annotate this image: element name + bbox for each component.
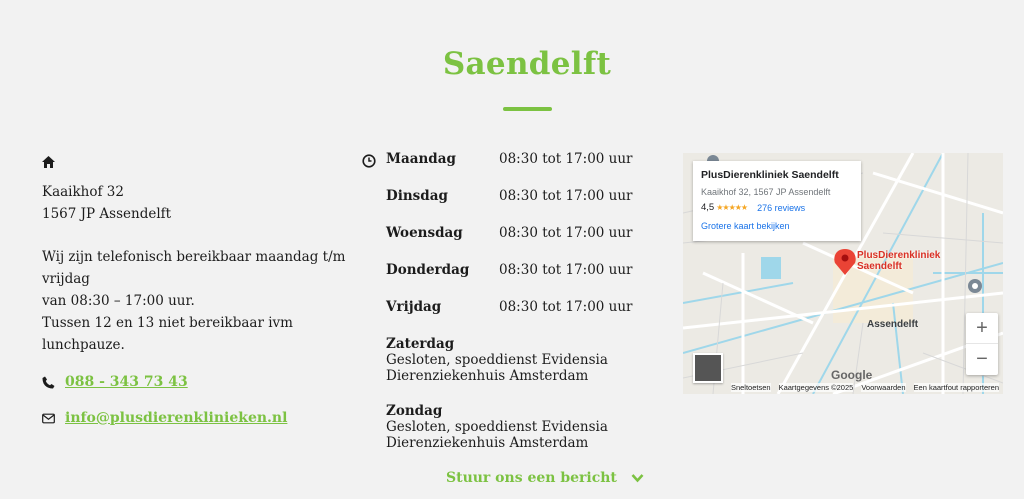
day-label: Zaterdag — [386, 336, 455, 352]
report-error-link[interactable]: Een kaartfout rapporteren — [913, 383, 999, 392]
zoom-out-button[interactable]: − — [976, 348, 988, 370]
address-street: Kaaikhof 32 — [42, 184, 124, 200]
send-message-toggle[interactable] — [446, 470, 644, 486]
title-underline — [503, 107, 552, 111]
pin-label-line: Saendelft — [857, 261, 903, 272]
reviews-link[interactable]: 276 reviews — [757, 202, 806, 213]
star-icon: ★★★★★ — [716, 203, 748, 212]
location-info — [42, 156, 362, 429]
map-footer — [683, 381, 1003, 394]
phone-note-line: Wij zijn telefonisch bereikbaar maandag t/m vrijdag — [42, 249, 346, 287]
page-title: Saendelft — [442, 46, 612, 82]
address — [42, 181, 362, 225]
day-label: Woensdag — [386, 225, 463, 241]
envelope-icon — [42, 412, 55, 425]
clock-icon — [362, 154, 376, 168]
phone-note-line: Tussen 12 en 13 niet bereikbaar ivm lunchpauze. — [42, 315, 293, 353]
hours-row-friday — [386, 299, 633, 315]
day-label: Vrijdag — [386, 299, 442, 315]
zoom-in-button[interactable]: + — [966, 313, 998, 344]
terms-link[interactable]: Voorwaarden — [861, 383, 906, 392]
hours-row-thursday — [386, 262, 633, 278]
email-contact — [42, 407, 362, 429]
address-city: 1567 JP Assendelft — [42, 206, 172, 222]
day-time: 08:30 tot 17:00 uur — [499, 188, 633, 204]
map-pin-label[interactable] — [857, 250, 940, 272]
day-time: 08:30 tot 17:00 uur — [499, 262, 633, 278]
rating-value: 4,5 — [701, 202, 715, 213]
day-label: Dinsdag — [386, 188, 448, 204]
day-time: 08:30 tot 17:00 uur — [499, 151, 633, 167]
satellite-toggle[interactable] — [693, 353, 723, 383]
phone-link[interactable]: 088 - 343 73 43 — [65, 374, 188, 390]
day-note: Dierenziekenhuis Amsterdam — [386, 435, 589, 451]
hours-row-saturday — [386, 336, 616, 384]
hours-row-sunday — [386, 403, 616, 451]
google-logo: Google — [831, 368, 873, 382]
day-label: Maandag — [386, 151, 456, 167]
phone-contact — [42, 371, 362, 393]
phone-note-line: van 08:30 – 17:00 uur. — [42, 293, 195, 309]
google-map[interactable] — [683, 153, 1003, 394]
pin-label-line: PlusDierenkliniek — [857, 250, 941, 261]
email-link[interactable]: info@plusdierenklinieken.nl — [65, 410, 288, 426]
day-time: 08:30 tot 17:00 uur — [499, 299, 633, 315]
day-note: Gesloten, spoeddienst Evidensia — [386, 352, 608, 368]
place-card — [693, 161, 861, 241]
day-note: Dierenziekenhuis Amsterdam — [386, 368, 589, 384]
place-name: PlusDierenkliniek Saendelft — [701, 169, 839, 181]
larger-map-link[interactable]: Grotere kaart bekijken — [701, 221, 790, 231]
map-data-credit: Kaartgegevens ©2025 — [778, 383, 854, 392]
chevron-down-icon — [631, 473, 644, 483]
day-note: Gesloten, spoeddienst Evidensia — [386, 419, 608, 435]
phone-icon — [42, 376, 55, 389]
day-label: Zondag — [386, 403, 443, 419]
day-time: 08:30 tot 17:00 uur — [499, 225, 633, 241]
place-address: Kaaikhof 32, 1567 JP Assendelft — [701, 187, 831, 197]
keyboard-shortcuts-link[interactable]: Sneltoetsen — [730, 383, 771, 392]
phone-note — [42, 246, 362, 356]
zoom-controls — [966, 313, 998, 375]
map-place-label: Assendelft — [867, 319, 919, 330]
place-rating — [701, 202, 853, 213]
send-message-label: Stuur ons een bericht — [446, 470, 617, 486]
hours-row-wednesday — [386, 225, 633, 241]
hours-row-monday — [386, 151, 633, 167]
hours-row-tuesday — [386, 188, 633, 204]
home-icon — [42, 156, 55, 168]
day-label: Donderdag — [386, 262, 470, 278]
